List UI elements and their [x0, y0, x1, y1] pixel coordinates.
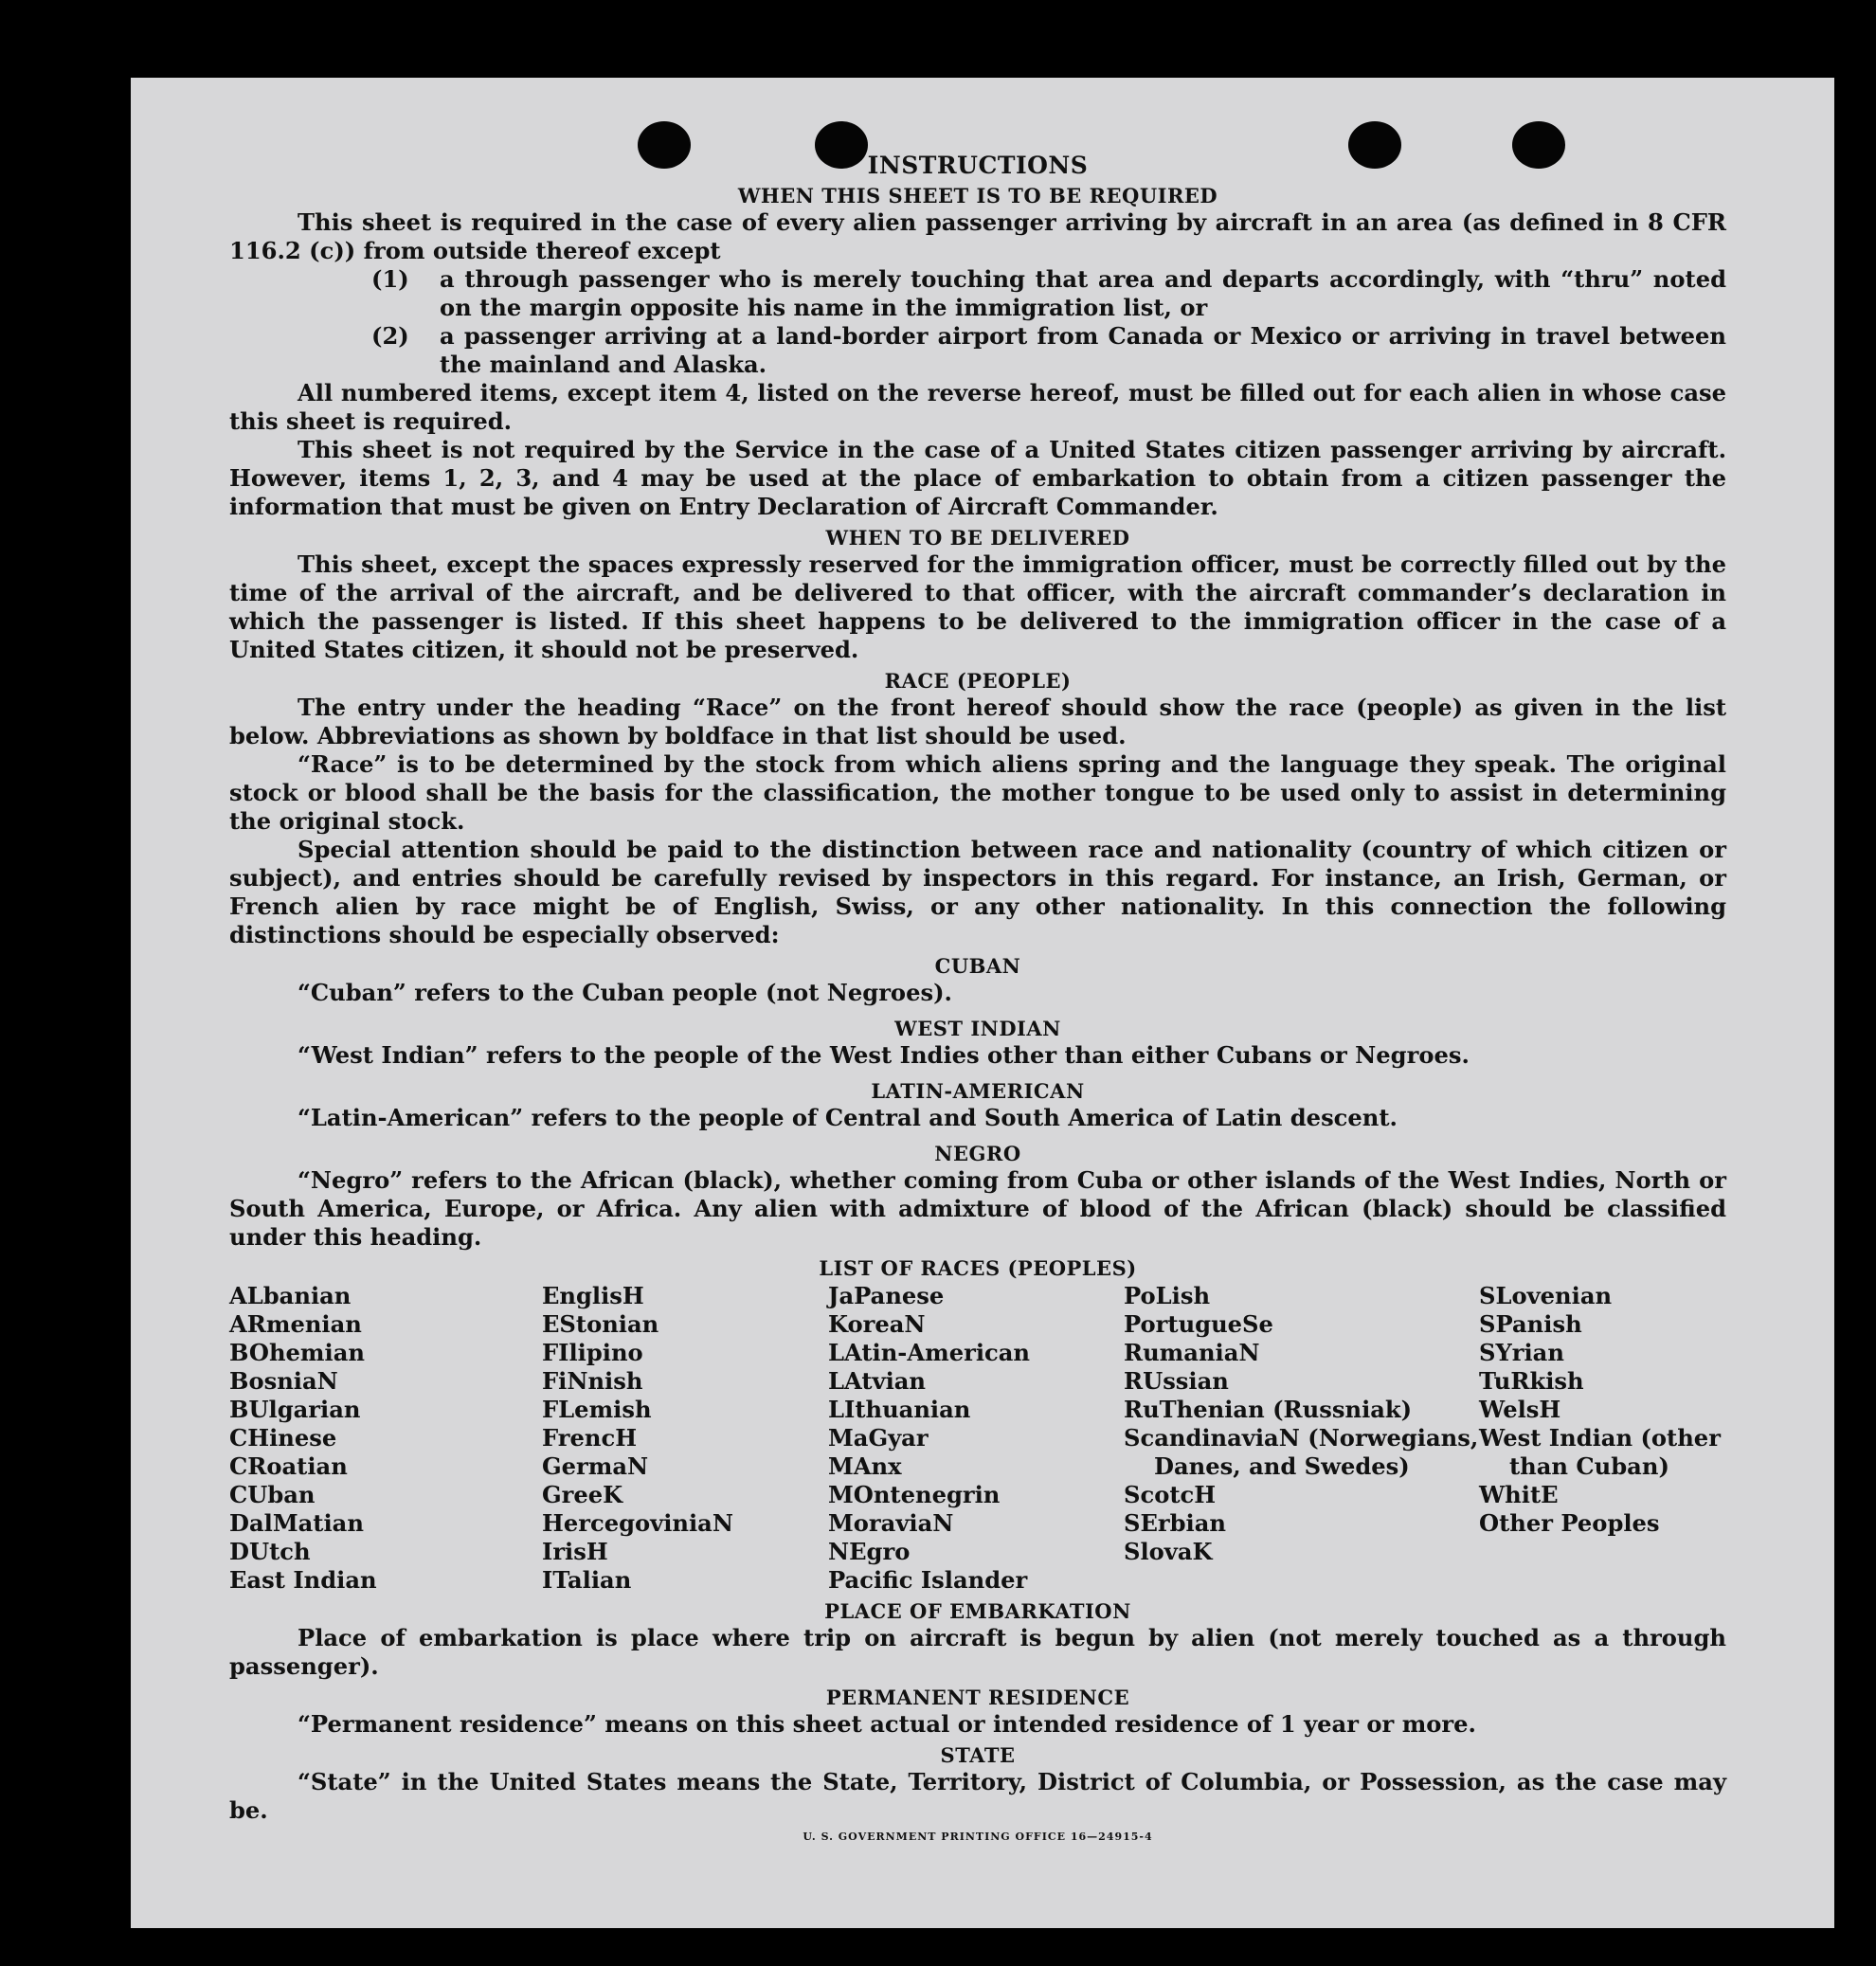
race-entry: ScandinaviaN (Norwegians, Danes, and Swedes)	[1124, 1424, 1479, 1480]
paragraph: “Latin-American” refers to the people of Central and South America of Latin descent.	[298, 1104, 1398, 1131]
race-entry: RuThenian (Russniak)	[1124, 1396, 1413, 1423]
paragraph: This sheet, except the spaces expressly reserved for the immigration officer, must be correctly filled out by the time of the arrival of the aircraft, and be delivered to that officer, with the aircraft commander’s declaration in which the passenger is listed. If this sheet happens to be delivered to the immigration officer in the case of a United States citizen, it should not be preserved.	[229, 550, 1726, 663]
race-entry: LAtin-American	[828, 1339, 1030, 1366]
race-entry: SPanish	[1479, 1310, 1582, 1338]
printer-imprint: U. S. GOVERNMENT PRINTING OFFICE 16—24915-4	[803, 1831, 1153, 1843]
paragraph: “Permanent residence” means on this sheet actual or intended residence of 1 year or more.	[298, 1710, 1476, 1738]
race-entry: FLemish	[542, 1396, 652, 1423]
instructions-content	[229, 152, 1726, 1843]
races-list	[229, 1282, 1726, 1595]
race-entry: KoreaN	[828, 1310, 926, 1338]
race-entry: CUban	[229, 1481, 316, 1508]
heading-when-delivered: WHEN TO BE DELIVERED	[825, 526, 1130, 550]
document-page	[131, 78, 1834, 1928]
races-column	[1124, 1282, 1479, 1595]
races-column	[229, 1282, 542, 1595]
race-entry: WhitE	[1479, 1481, 1559, 1508]
race-entry: LAtvian	[828, 1367, 927, 1395]
race-entry: RumaniaN	[1124, 1339, 1260, 1366]
heading-negro: NEGRO	[934, 1142, 1021, 1165]
race-entry: Other Peoples	[1479, 1509, 1660, 1537]
paragraph: This sheet is not required by the Service in the case of a United States citizen passenger arriving by aircraft. However, items 1, 2, 3, and 4 may be used at the place of embarkation to obtain from a citizen passenger the information that must be given on Entry Declaration of Aircraft Commander.	[229, 436, 1726, 520]
paragraph: All numbered items, except item 4, listed on the reverse hereof, must be filled out for each alien in whose case this sheet is required.	[229, 379, 1726, 435]
race-entry: JaPanese	[828, 1282, 945, 1309]
race-entry: TuRkish	[1479, 1367, 1584, 1395]
race-entry: FiNnish	[542, 1367, 643, 1395]
race-entry: MOntenegrin	[828, 1481, 1001, 1508]
races-column	[542, 1282, 828, 1595]
race-entry: HercegoviniaN	[542, 1509, 733, 1537]
race-entry: MaGyar	[828, 1424, 929, 1452]
list-item	[371, 265, 1726, 322]
list-item	[371, 322, 1726, 379]
heading-west-indian: WEST INDIAN	[894, 1017, 1061, 1040]
heading-permanent-residence: PERMANENT RESIDENCE	[825, 1686, 1130, 1709]
race-entry: SYrian	[1479, 1339, 1564, 1366]
race-entry: FrencH	[542, 1424, 638, 1452]
paragraph: “West Indian” refers to the people of the West Indies other than either Cubans or Negroes.	[298, 1041, 1470, 1069]
race-entry: DUtch	[229, 1538, 311, 1565]
race-entry: GreeK	[542, 1481, 623, 1508]
race-entry: LIthuanian	[828, 1396, 971, 1423]
race-entry: West Indian (other than Cuban)	[1479, 1424, 1721, 1480]
race-entry: MoraviaN	[828, 1509, 954, 1537]
item-number: (1)	[371, 265, 409, 293]
race-entry: SlovaK	[1124, 1538, 1213, 1565]
races-column	[1479, 1282, 1726, 1595]
race-entry: EnglisH	[542, 1282, 644, 1309]
race-entry: PoLish	[1124, 1282, 1211, 1309]
race-entry: East Indian	[229, 1566, 377, 1594]
race-entry: ITalian	[542, 1566, 632, 1594]
race-entry: Pacific Islander	[828, 1566, 1028, 1594]
paragraph: “Negro” refers to the African (black), whether coming from Cuba or other islands of the West Indies, North or South America, Europe, or Africa. Any alien with admixture of blood of the African (black) should be classified under this heading.	[229, 1166, 1726, 1251]
race-entry: BUlgarian	[229, 1396, 361, 1423]
race-entry: BosniaN	[229, 1367, 338, 1395]
race-entry: CHinese	[229, 1424, 337, 1452]
paragraph: “Cuban” refers to the Cuban people (not Negroes).	[298, 979, 952, 1006]
race-entry: DalMatian	[229, 1509, 364, 1537]
race-entry: SErbian	[1124, 1509, 1227, 1537]
race-entry: ALbanian	[229, 1282, 352, 1309]
paragraph: Place of embarkation is place where trip on aircraft is begun by alien (not merely touched as a through passenger).	[229, 1624, 1726, 1680]
paragraph: This sheet is required in the case of every alien passenger arriving by aircraft in an area (as defined in 8 CFR 116.2 (c)) from outside thereof except	[229, 208, 1726, 264]
paragraph: Special attention should be paid to the distinction between race and nationality (country of which citizen or subject), and entries should be carefully revised by inspectors in this regard. For instance, an Irish, German, or French alien by race might be of English, Swiss, or any other nationality. In this connection the following distinctions should be especially observed:	[229, 836, 1726, 948]
race-entry: MAnx	[828, 1452, 902, 1480]
race-entry: CRoatian	[229, 1452, 348, 1480]
heading-state: STATE	[940, 1743, 1016, 1767]
page-title: INSTRUCTIONS	[867, 152, 1089, 179]
race-entry: ARmenian	[229, 1310, 362, 1338]
races-column	[828, 1282, 1124, 1595]
item-text: a passenger arriving at a land-border airport from Canada or Mexico or arriving in travel between the mainland and Alaska.	[440, 322, 1726, 378]
race-entry: BOhemian	[229, 1339, 365, 1366]
heading-when-required: WHEN THIS SHEET IS TO BE REQUIRED	[737, 184, 1218, 207]
race-entry: RUssian	[1124, 1367, 1229, 1395]
paragraph: “Race” is to be determined by the stock from which aliens spring and the language they speak. The original stock or blood shall be the basis for the classification, the mother tongue to be used only to assist in determining the original stock.	[229, 750, 1726, 835]
paragraph: “State” in the United States means the State, Territory, District of Columbia, or Possession, as the case may be.	[229, 1768, 1726, 1824]
heading-cuban: CUBAN	[934, 954, 1021, 978]
heading-latin-american: LATIN-AMERICAN	[871, 1079, 1085, 1103]
item-number: (2)	[371, 322, 409, 350]
race-entry: GermaN	[542, 1452, 649, 1480]
race-entry: SLovenian	[1479, 1282, 1613, 1309]
race-entry: EStonian	[542, 1310, 659, 1338]
race-entry: PortugueSe	[1124, 1310, 1273, 1338]
race-entry: FIlipino	[542, 1339, 643, 1366]
race-entry: WelsH	[1479, 1396, 1561, 1423]
race-entry: ScotcH	[1124, 1481, 1217, 1508]
paragraph: The entry under the heading “Race” on the front hereof should show the race (people) as given in the list below. Abbreviations as shown by boldface in that list should be used.	[229, 694, 1726, 749]
heading-embarkation: PLACE OF EMBARKATION	[824, 1599, 1131, 1623]
heading-race: RACE (PEOPLE)	[884, 669, 1072, 693]
item-text: a through passenger who is merely touching that area and departs accordingly, with “thru” noted on the margin opposite his name in the immigration list, or	[440, 265, 1726, 321]
race-entry: IrisH	[542, 1538, 608, 1565]
heading-list-of-races: LIST OF RACES (PEOPLES)	[819, 1256, 1137, 1280]
race-entry: NEgro	[828, 1538, 911, 1565]
